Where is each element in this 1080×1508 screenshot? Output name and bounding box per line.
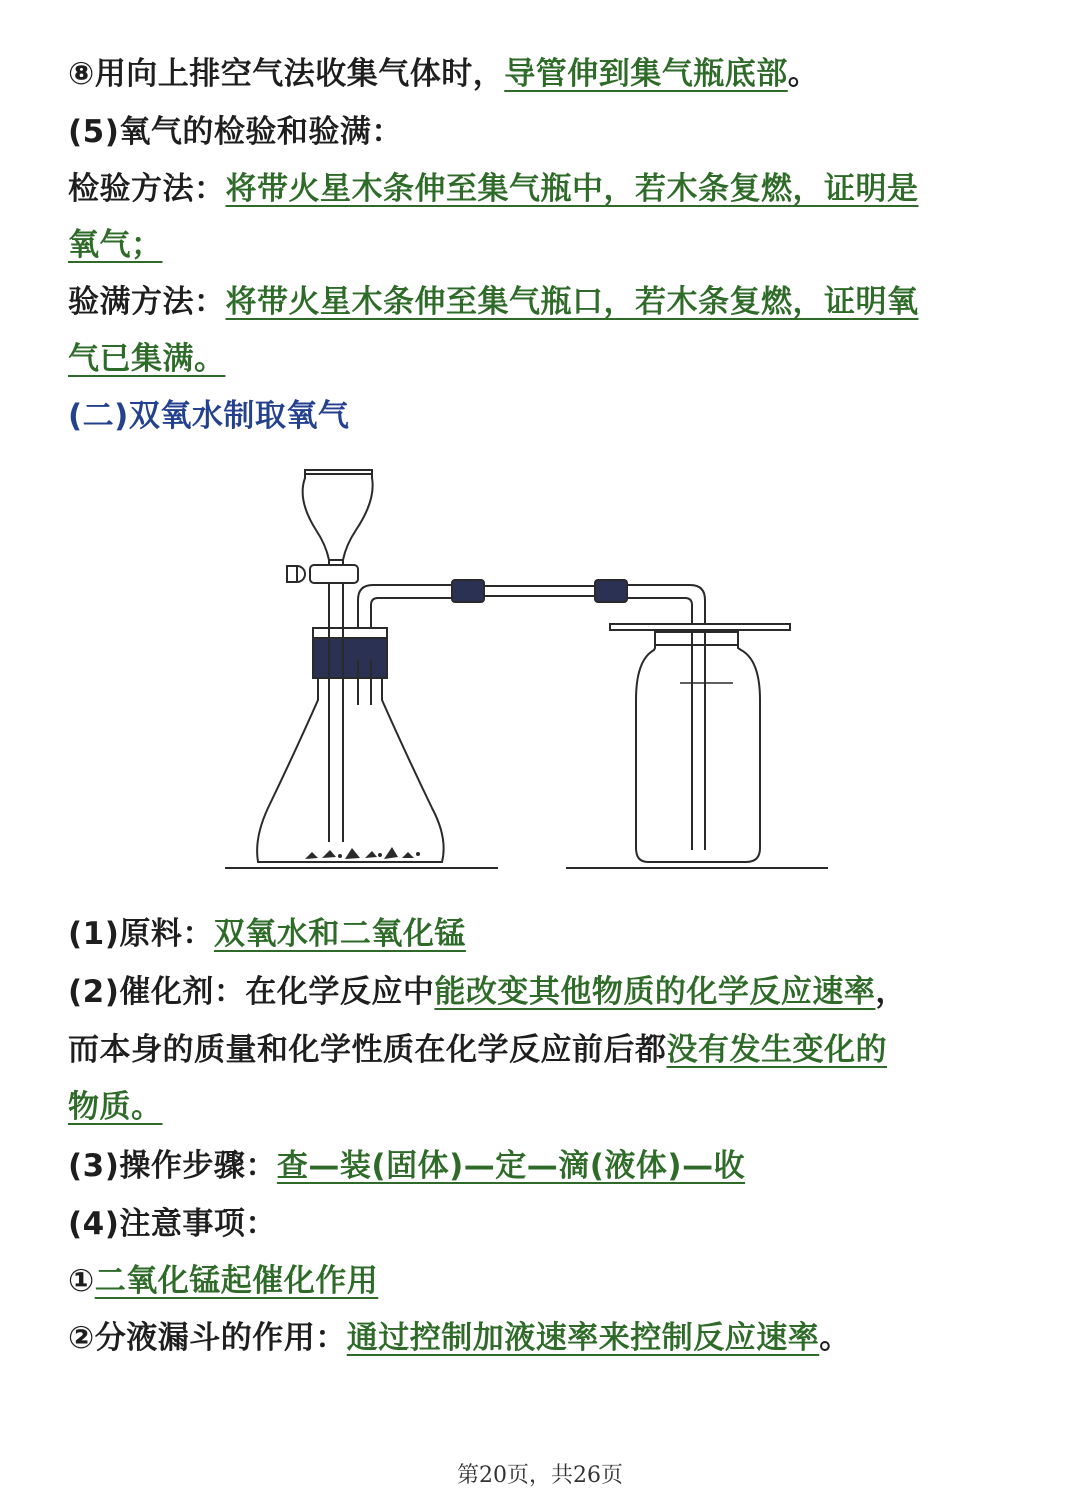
text: 而本身的质量和化学性质在化学反应前后都 [68, 1032, 667, 1068]
gas-collecting-bottle-icon [636, 632, 760, 862]
text: 。 [819, 1320, 851, 1356]
glass-plate-icon [610, 624, 790, 630]
text-line-10 [68, 1030, 887, 1070]
answer-text: 没有发生变化的 [666, 1032, 887, 1068]
answer-text: 氧气； [68, 227, 163, 263]
text-line-15 [68, 1318, 851, 1358]
label-text: (1)原料： [68, 916, 214, 952]
rubber-stopper-icon [313, 638, 387, 678]
heading-text: (5)氧气的检验和验满： [68, 114, 403, 150]
text-line-11 [68, 1087, 163, 1127]
label-text: 验满方法： [68, 284, 226, 320]
answer-text: 气已集满。 [68, 341, 226, 377]
text: ⑧用向上排空气法收集气体时， [68, 56, 505, 92]
heading-text: (4)注意事项： [68, 1206, 277, 1242]
section-heading-4 [68, 1204, 277, 1244]
heading-text: (二)双氧水制取氧气 [68, 398, 350, 434]
stopcock-icon [310, 565, 358, 583]
manganese-dioxide-solid-icon [305, 847, 420, 859]
label-text: 检验方法： [68, 171, 226, 207]
answer-text: 将带火星木条伸至集气瓶中，若木条复燃，证明是 [225, 171, 919, 207]
text-line-9 [68, 972, 907, 1012]
rubber-tube-end-icon [595, 580, 627, 602]
label-text: (3)操作步骤： [68, 1148, 277, 1184]
label-text: (2)催化剂：在化学反应中 [68, 974, 435, 1010]
stopper-top-ring [313, 628, 387, 638]
rubber-tube-icon [452, 580, 484, 602]
delivery-tube-lower [371, 598, 452, 628]
answer-text: 查—装(固体)—定—滴(液体)—收 [276, 1148, 746, 1184]
page-number: 第20页，共26页 [457, 1463, 623, 1488]
answer-text: 能改变其他物质的化学反应速率 [434, 974, 876, 1010]
stopcock-handle-grip [287, 566, 297, 582]
text-line-8 [68, 914, 466, 954]
conical-flask-icon [257, 652, 444, 862]
label-text: ②分液漏斗的作用： [68, 1320, 347, 1356]
answer-text: 将带火星木条伸至集气瓶口，若木条复燃，证明氧 [225, 284, 919, 320]
answer-text: 导管伸到集气瓶底部 [504, 56, 788, 92]
delivery-tube-upper [358, 585, 452, 628]
separatory-funnel-icon [303, 470, 373, 560]
answer-text: 物质。 [68, 1089, 163, 1125]
text: ， [875, 974, 907, 1010]
text: 。 [787, 56, 820, 92]
answer-text: 通过控制加液速率来控制反应速率 [346, 1320, 820, 1356]
answer-text: 二氧化锰起催化作用 [94, 1263, 379, 1299]
text-line-12 [68, 1146, 745, 1186]
answer-text: 双氧水和二氧化锰 [213, 916, 466, 952]
label-text: ① [68, 1263, 95, 1299]
text-line-14 [68, 1261, 378, 1301]
